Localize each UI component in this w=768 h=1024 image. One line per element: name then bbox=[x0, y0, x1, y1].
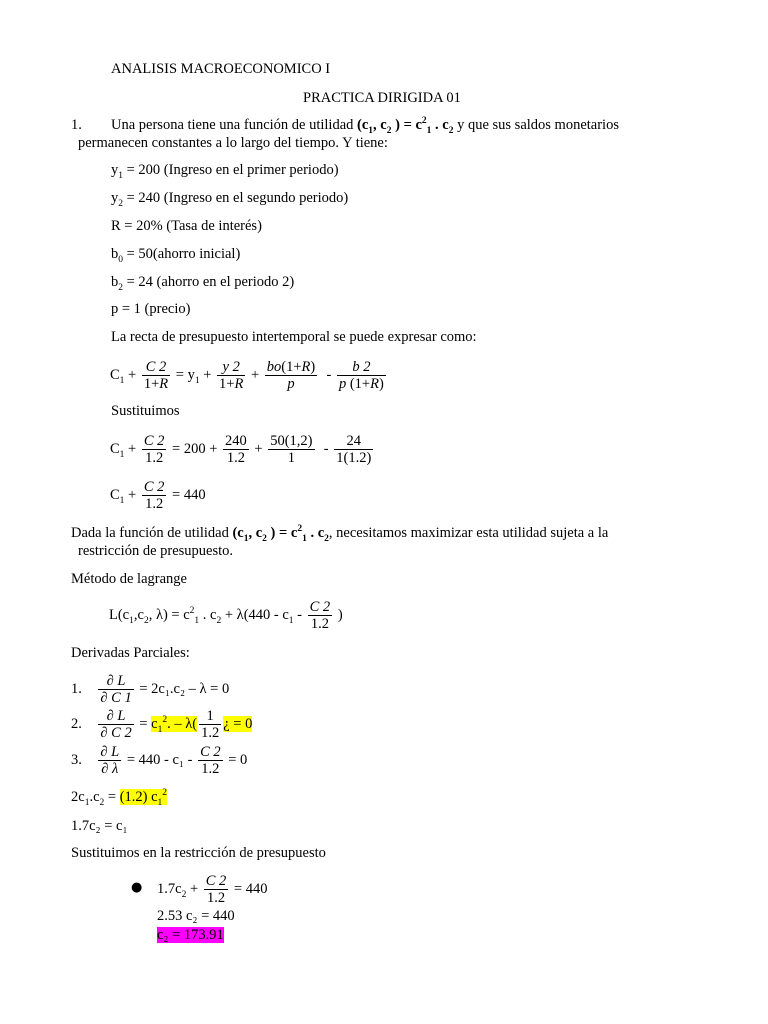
subst-title: Sustituimos en la restricción de presupuesto bbox=[71, 845, 326, 861]
derivative-2: 2. $\frac{\partial L}{\partial C 2}$ = $c_1^2$. – λ( $\frac{1}{1.2}$ ¿ = 0 bbox=[71, 708, 253, 742]
relation-c1: 1.7c₂ = c₁ bbox=[71, 818, 128, 834]
budget-intro: La recta de presupuesto intertemporal se puede expresar como: bbox=[111, 329, 477, 345]
given-r: R = 20% (Tasa de interés) bbox=[111, 218, 262, 234]
practice-title: PRACTICA DIRIGIDA 01 bbox=[303, 90, 461, 106]
derivadas-title: Derivadas Parciales: bbox=[71, 645, 190, 661]
problem-line-2: permanecen constantes a lo largo del tiempo. Y tiene: bbox=[78, 135, 388, 151]
final-line-2: 2.53 c₂ = 440 bbox=[157, 908, 235, 924]
given-y2: $y_2 = 240$ (Ingreso en el segundo periodo) bbox=[111, 190, 349, 209]
paragraph2-line2: restricción de presupuesto. bbox=[78, 543, 234, 559]
derivative-3: 3. $\frac{\partial L}{\partial \lambda}$ = 440 - c₁ - $\frac{C 2}{1.2}$ = 0 bbox=[71, 744, 248, 778]
problem-number: 1. bbox=[71, 117, 82, 133]
substituted-equation: $C_1$ + $\frac{C 2}{1.2}$ = 200 + $\frac{240}{1.2}$ + $\frac{50(1,2)}{1}$ - $\frac{24}{1(1.2)}$ bbox=[110, 433, 372, 467]
derivative-1: 1. $\frac{\partial L}{\partial C 1}$ = 2c₁.c₂ – λ = 0 bbox=[71, 673, 230, 707]
relation-equality: $2c_1.c_2 = (1.2)$ $c_1^2$ bbox=[71, 788, 168, 808]
lagrange-title: Método de lagrange bbox=[71, 571, 187, 587]
paragraph2-line1: Dada la función de utilidad ($c_1$, $c_2$ ) = $c^2_1$ . $c_2$, necesitamos maximizar esta utilidad sujeta a la bbox=[71, 524, 609, 544]
budget-result: $C_1$ + $\frac{C 2}{1.2}$ = 440 bbox=[110, 479, 206, 513]
final-answer: c₂ = 173.91 bbox=[157, 927, 224, 943]
budget-equation: $C_1$ + $\frac{C 2}{1+R}$ = $y_1$ + $\frac{y 2}{1+R}$ + $\frac{bo(1+R)}{p}$ - $\frac{b 2}{p (1+R)}$ bbox=[110, 359, 384, 393]
given-p: p = 1 (precio) bbox=[111, 301, 191, 317]
sustituimos-label: Sustituimos bbox=[111, 403, 180, 419]
final-equation: $1.7c_2$ + $\frac{C 2}{1.2}$ = 440 bbox=[157, 873, 268, 907]
course-title: ANALISIS MACROECONOMICO I bbox=[111, 61, 331, 77]
problem-line-1: Una persona tiene una función de utilidad ($c_1$, $c_2$ ) = $c^2_1$ . $c_2$ y que sus saldos monetarios bbox=[111, 116, 619, 136]
lagrange-equation: $L(c_1,c_2$, $\lambda) = c^2_1$ . $c_2 + \lambda(440 - c_1$ - $\frac{C 2}{1.2}$ ) bbox=[109, 599, 343, 633]
given-b0: $b_0$ = 50(ahorro inicial) bbox=[111, 246, 241, 265]
given-y1: $y_1 = 200$ (Ingreso en el primer periodo) bbox=[111, 162, 339, 181]
given-b2: $b_2 = 24$ (ahorro en el periodo 2) bbox=[111, 274, 295, 293]
bullet-icon: ● bbox=[131, 880, 143, 895]
